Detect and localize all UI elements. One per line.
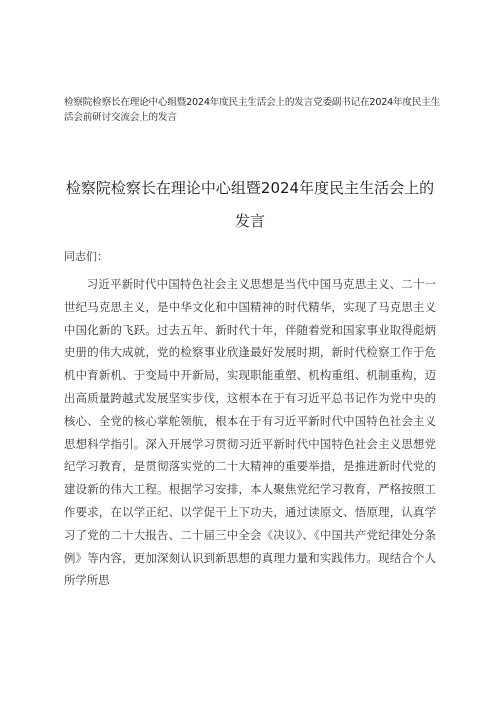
document-title: 检察院检察长在理论中心组暨2024年度民主生活会上的发言 — [65, 179, 435, 230]
salutation: 同志们： — [64, 250, 108, 263]
body-paragraph: 习近平新时代中国特色社会主义思想是当代中国马克思主义、二十一世纪马克思主义，是中华文化和中国精神的时代精华，实现了马克思主义中国化新的飞跃。过去五年、新时代十年，伴随着党和国家事业取得彪炳史册的伟大成就，党的检察事业欣逢最好发展时期，新时代检察工作于危机中育新机、于变局中开新局，实现职能重塑、机构重组、机制重构，迈出高质量跨越式发展坚实步伐，这根本在于有习近平总书记作为党中央的核心、全党的核心掌舵领航，根本在于有习近平新时代中国特色社会主义思想科学指引。深入开展学习贯彻习近平新时代中国特色社会主义思想党纪学习教育，是贯彻落实党的二十大精神的重要举措，是推进新时代党的建设新的伟大工程。根据学习安排，本人聚焦党纪学习教育，严格按照工作要求，在以学正纪、以学促干上下功夫，通过读原文、悟原理，认真学习了党的二十大报告、二十届三中全会《决议》、《中国共产党纪律处分条例》等内容，更加深刻认识到新思想的真理力量和实践伟力。现结合个人所学所思 — [64, 277, 436, 588]
header-note: 检察院检察长在理论中心组暨2024年度民主生活会上的发言党委副书记在2024年度民主生活会前研讨交流会上的发言 — [64, 97, 441, 123]
